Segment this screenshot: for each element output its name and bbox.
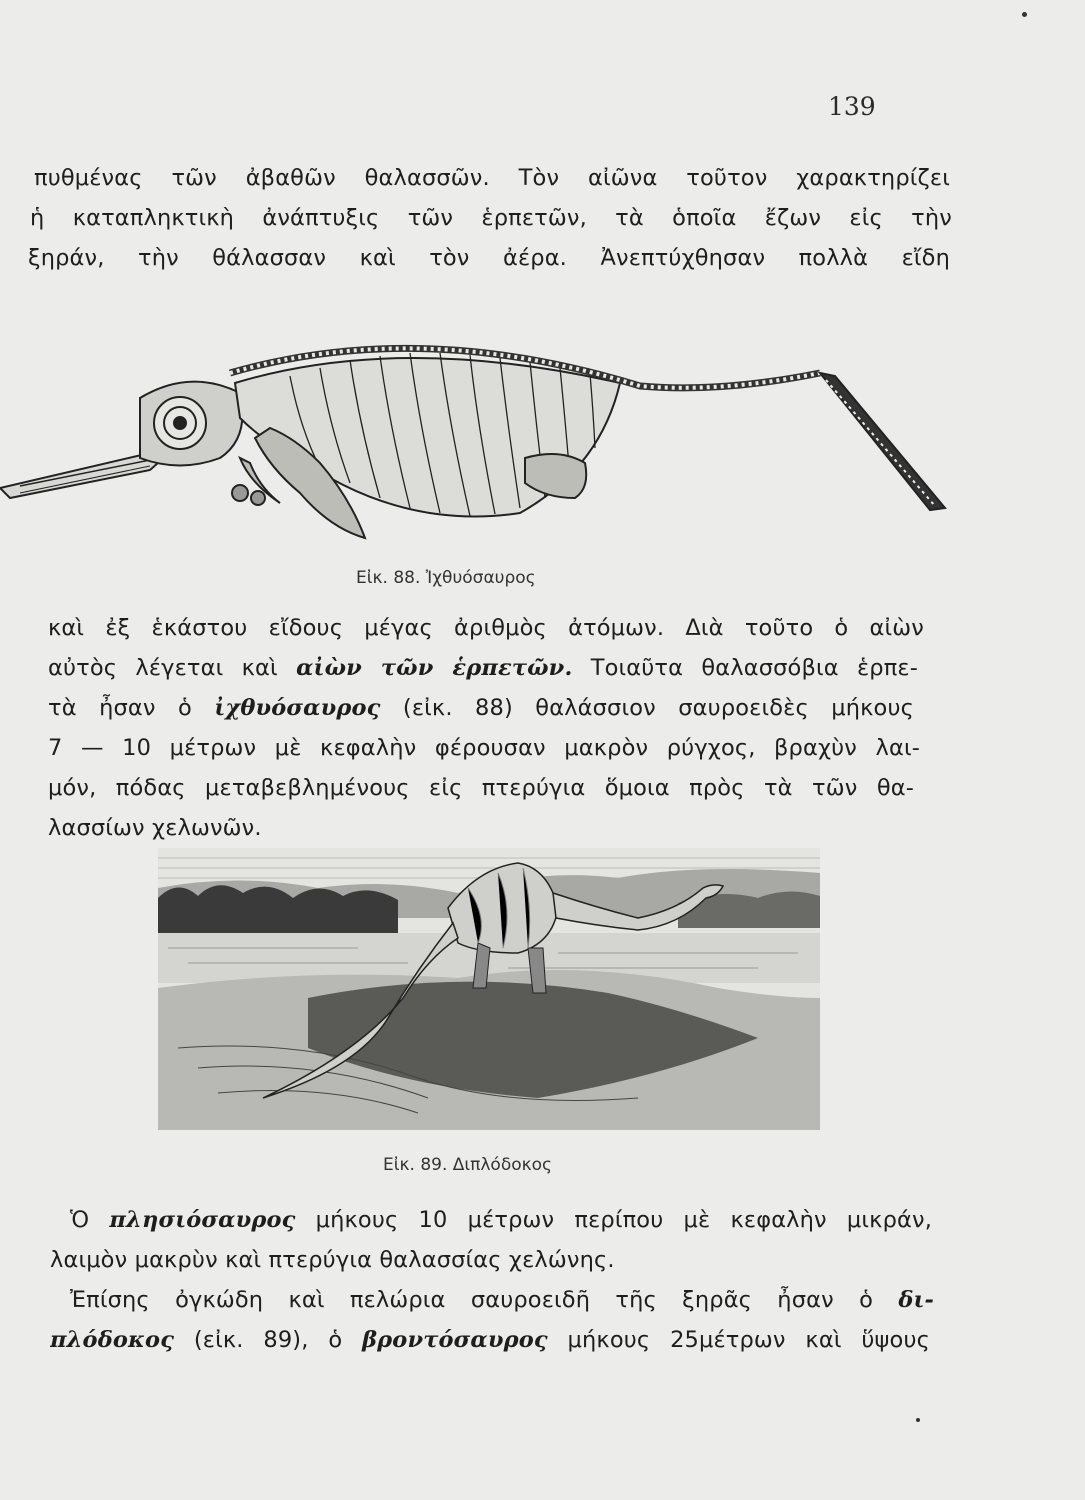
text-run: Ὁ [70, 1207, 110, 1233]
print-speck [916, 1418, 920, 1422]
text-line [70, 1200, 932, 1240]
diplodocus-scene-icon [158, 848, 820, 1130]
paragraph-bottom [48, 1200, 934, 1360]
figure-89-caption: Εἰκ. 89. Διπλόδοκος [383, 1155, 553, 1175]
emphasis-text: πλησιόσαυρος [109, 1207, 296, 1233]
text-line: λαιμὸν μακρὺν καὶ πτερύγια θαλασσίας χελώνης. [50, 1247, 615, 1273]
text-run: τὰ ἦσαν ὁ [48, 695, 215, 721]
text-line: ἡ καταπληκτικὴ ἀνάπτυξις τῶν ἑρπετῶν, τὰ ὁποῖα ἔζων εἰς τὴν [30, 205, 952, 231]
emphasis-text: αἰὼν τῶν ἑρπετῶν. [296, 655, 573, 681]
text-line: λασσίων χελωνῶν. [48, 815, 262, 841]
text-line: καὶ ἐξ ἑκάστου εἴδους μέγας ἀριθμὸς ἀτόμων. Διὰ τοῦτο ὁ αἰὼν [48, 615, 924, 641]
text-line [48, 648, 918, 688]
ichthyosaurus-skeleton-icon [0, 298, 960, 558]
text-line [50, 1320, 930, 1360]
text-run: αὐτὸς λέγεται καὶ [48, 655, 297, 681]
text-line: πυθμένας τῶν ἀβαθῶν θαλασσῶν. Τὸν αἰῶνα τοῦτον χαρακτηρίζει [34, 165, 950, 191]
print-speck [1022, 12, 1027, 17]
emphasis-text: πλόδοκος [50, 1327, 175, 1353]
text-run: (εἰκ. 89), ὁ [174, 1327, 363, 1353]
text-run: μήκους 25μέτρων καὶ ὕψους [547, 1327, 930, 1353]
text-line [70, 1280, 934, 1320]
emphasis-text: ἰχθυόσαυρος [214, 695, 381, 721]
text-line [48, 688, 914, 728]
ichthyosaurus-illustration [0, 298, 960, 558]
figure-88-caption: Εἰκ. 88. Ἰχθυόσαυρος [356, 568, 536, 588]
text-run: Ἐπίσης ὀγκώδη καὶ πελώρια σαυροειδῆ τῆς ξηρᾶς ἦσαν ὁ [70, 1287, 899, 1313]
paragraph-top [28, 158, 952, 278]
diplodocus-illustration [158, 848, 820, 1130]
text-run: Τοιαῦτα θαλασσόβια ἑρπε- [572, 655, 918, 681]
page-number: 139 [828, 92, 876, 121]
text-run: μήκους 10 μέτρων περίπου μὲ κεφαλὴν μικράν, [295, 1207, 932, 1233]
paragraph-middle [48, 608, 928, 848]
emphasis-text: δι- [898, 1287, 934, 1313]
text-line: μόν, πόδας μεταβεβλημένους εἰς πτερύγια ὅμοια πρὸς τὰ τῶν θα- [48, 775, 914, 801]
text-line: ξηράν, τὴν θάλασσαν καὶ τὸν ἀέρα. Ἀνεπτύχθησαν πολλὰ εἴδη [28, 245, 950, 271]
text-line: 7 — 10 μέτρων μὲ κεφαλὴν φέρουσαν μακρὸν ρύγχος, βραχὺν λαι- [48, 735, 920, 761]
text-run: (εἰκ. 88) θαλάσσιον σαυροειδὲς μήκους [380, 695, 914, 721]
emphasis-text: βροντόσαυρος [362, 1327, 548, 1353]
